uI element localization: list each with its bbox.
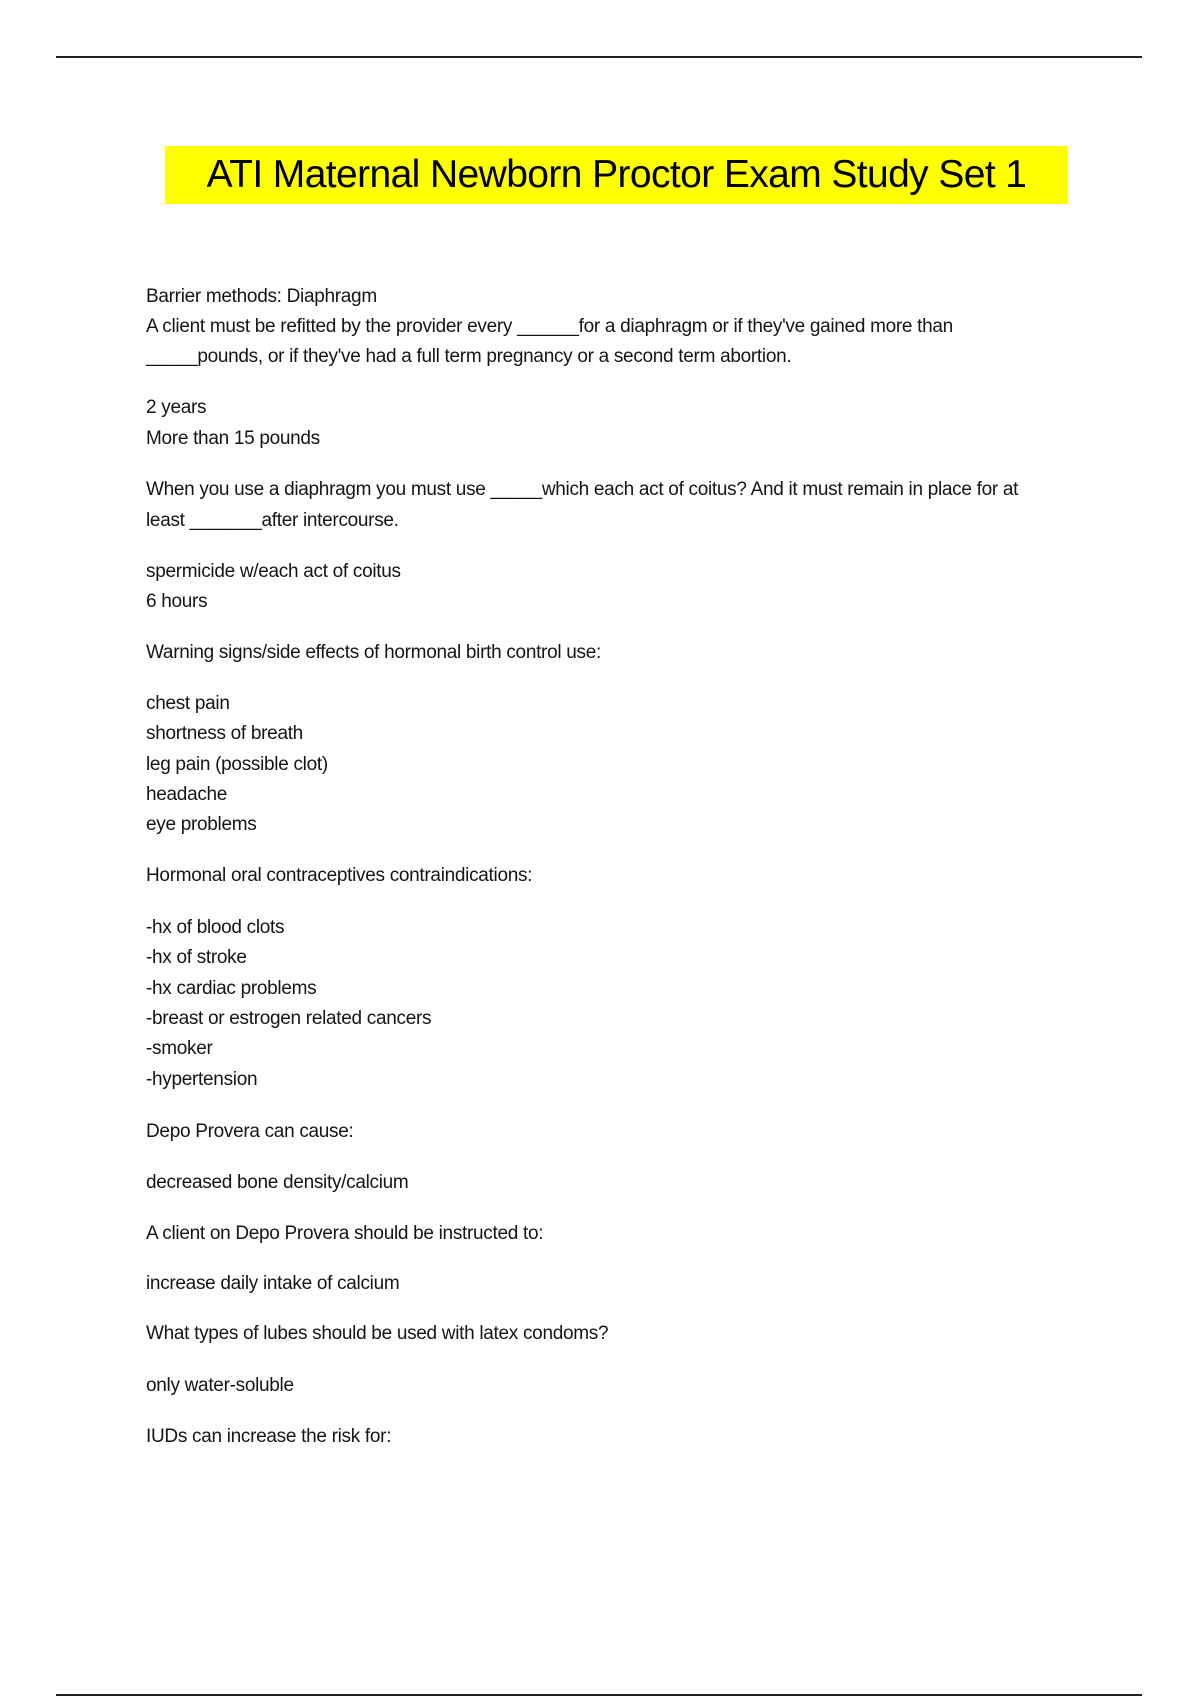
text-line: only water-soluble <box>146 1375 294 1396</box>
text-line: -hx of stroke <box>146 947 247 968</box>
text-line: Depo Provera can cause: <box>146 1121 354 1142</box>
text-line: When you use a diaphragm you must use _____which each act of coitus? And it must remain in place for at <box>146 479 1019 500</box>
bottom-rule <box>56 1694 1142 1696</box>
text-line: More than 15 pounds <box>146 428 320 449</box>
title-highlight <box>165 146 1068 204</box>
text-line: -hx cardiac problems <box>146 978 317 999</box>
text-line: increase daily intake of calcium <box>146 1273 400 1294</box>
text-line: shortness of breath <box>146 723 303 744</box>
text-line: least _______after intercourse. <box>146 510 399 531</box>
text-line: IUDs can increase the risk for: <box>146 1426 392 1447</box>
text-line: headache <box>146 784 228 805</box>
text-line: A client must be refitted by the provider every ______for a diaphragm or if they've gained more than <box>146 316 953 337</box>
text-line: -smoker <box>146 1038 213 1059</box>
text-line: _____pounds, or if they've had a full term pregnancy or a second term abortion. <box>146 346 792 367</box>
text-line: eye problems <box>146 814 257 835</box>
text-line: spermicide w/each act of coitus <box>146 561 401 582</box>
text-line: What types of lubes should be used with latex condoms? <box>146 1323 609 1344</box>
text-line: chest pain <box>146 693 230 714</box>
text-line: decreased bone density/calcium <box>146 1172 409 1193</box>
text-line: 2 years <box>146 397 207 418</box>
text-line: Warning signs/side effects of hormonal birth control use: <box>146 642 601 663</box>
text-line: 6 hours <box>146 591 208 612</box>
text-line: -hypertension <box>146 1069 258 1090</box>
text-line: -hx of blood clots <box>146 917 285 938</box>
text-line: leg pain (possible clot) <box>146 754 328 775</box>
text-line: Hormonal oral contraceptives contraindications: <box>146 865 533 886</box>
text-line: Barrier methods: Diaphragm <box>146 286 377 307</box>
text-line: -breast or estrogen related cancers <box>146 1008 432 1029</box>
top-rule <box>56 56 1142 58</box>
text-line: A client on Depo Provera should be instructed to: <box>146 1223 544 1244</box>
document-title: ATI Maternal Newborn Proctor Exam Study Set 1 <box>206 153 1027 196</box>
